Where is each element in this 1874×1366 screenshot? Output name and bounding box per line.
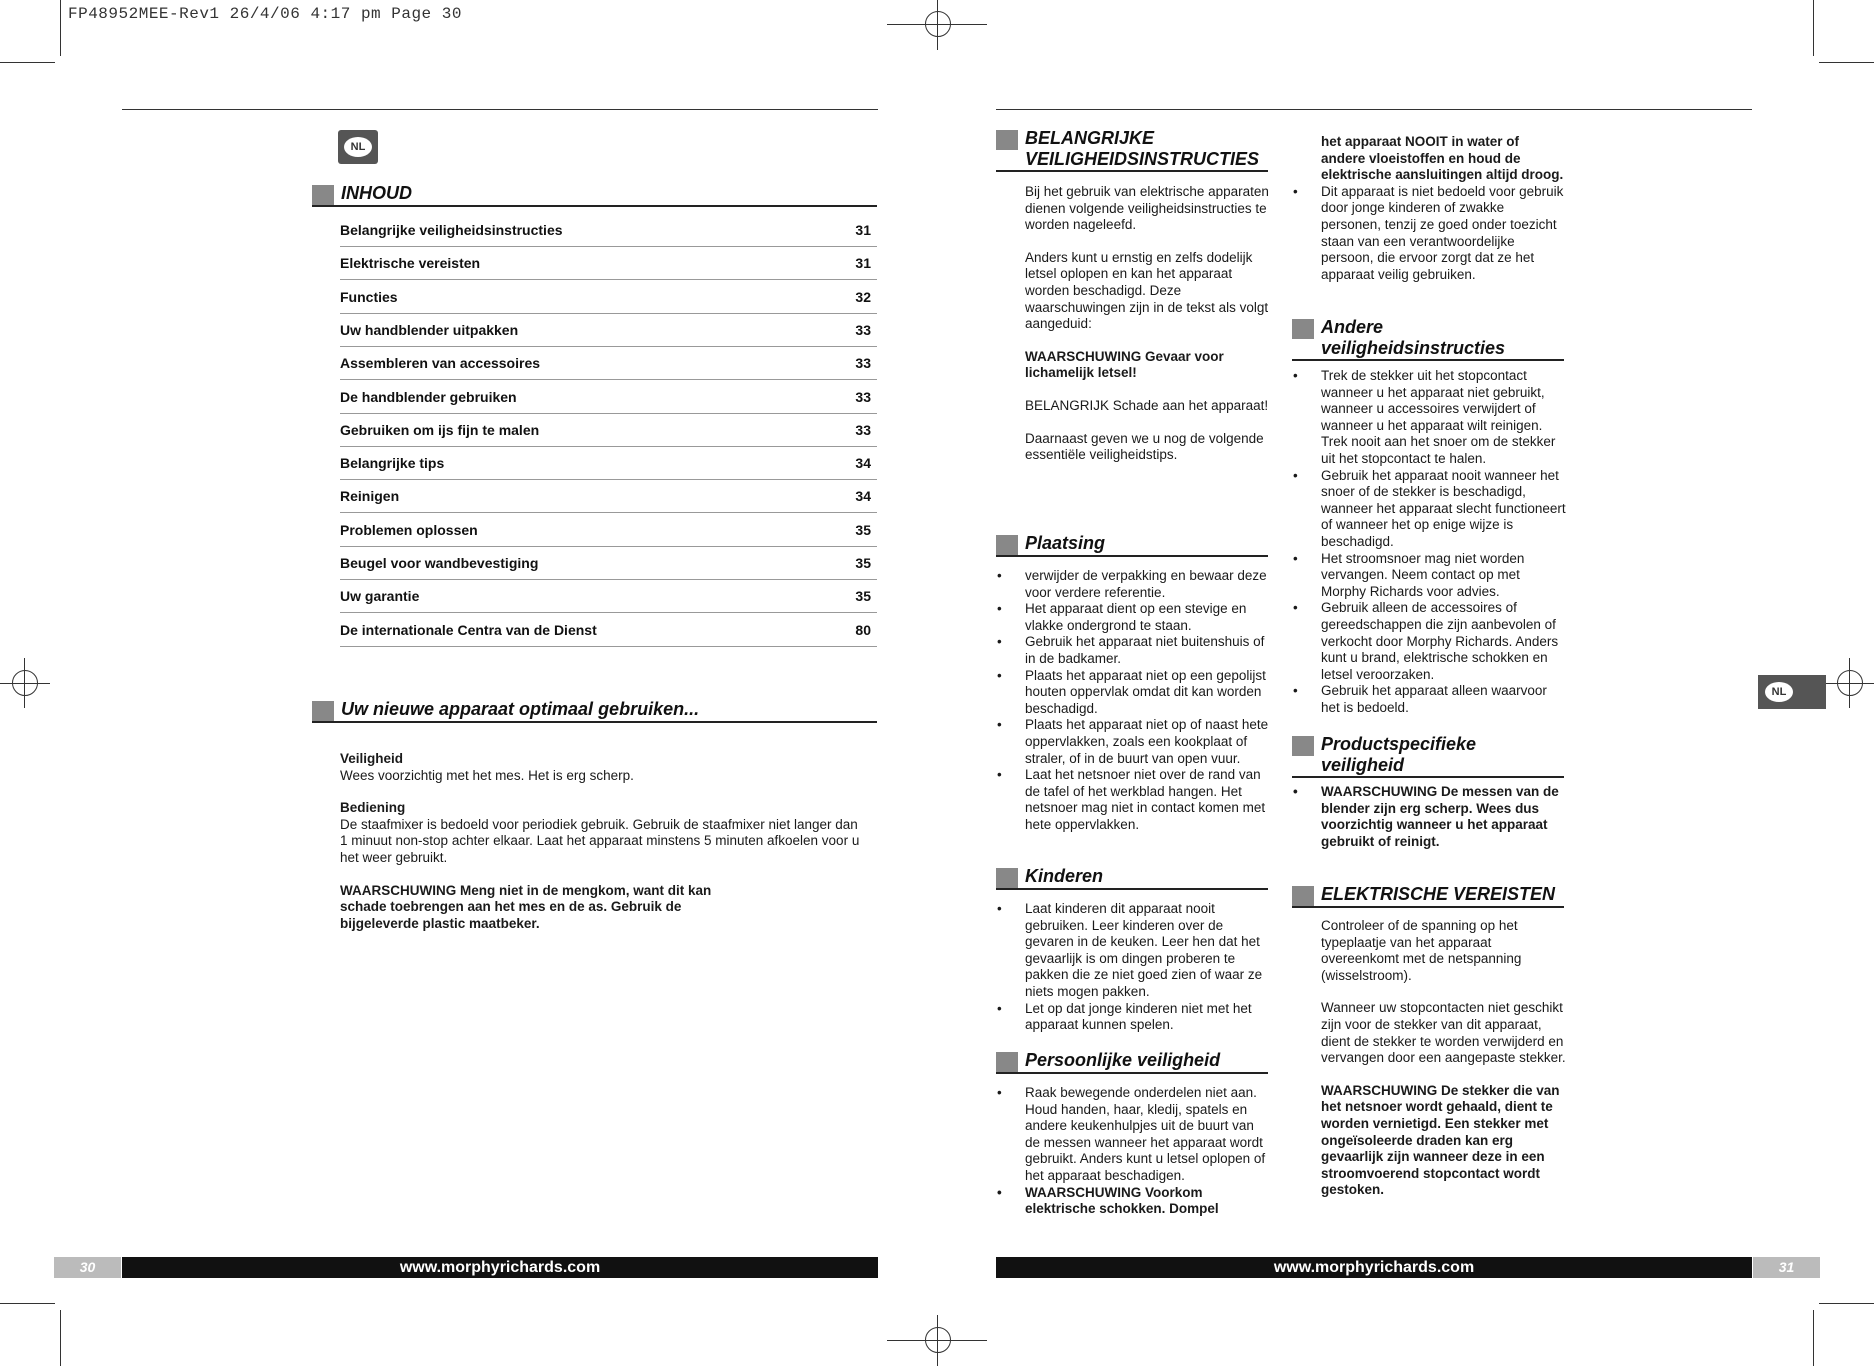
registration-crosshair [1849, 658, 1850, 708]
language-side-tab-label: NL [1765, 682, 1793, 702]
product-title: Productspecifieke veiligheid [1321, 734, 1477, 775]
toc-row [340, 546, 877, 580]
toc-row [340, 579, 877, 613]
toc-entry-label: Elektrische vereisten [340, 255, 481, 272]
toc-row [340, 413, 877, 447]
list-item: • Plaats het apparaat niet op of naast hete oppervlakken, zoals een kookplaat of straler, of in de buurt van open vuur. [1025, 717, 1270, 767]
safety-text: Wees voorzichtig met het mes. Het is erg scherp. [340, 767, 634, 783]
children-title: Kinderen [1025, 866, 1104, 886]
toc-entry-page: 33 [855, 321, 871, 338]
header-rule [996, 109, 1752, 110]
product-heading [1292, 734, 1564, 778]
children-list [1025, 901, 1270, 1034]
crop-mark [1813, 0, 1814, 56]
intro-paragraph: Bij het gebruik van elektrische apparaten dienen volgende veiligheidsinstructies te worden nageleefd. [1025, 184, 1269, 233]
list-item: • Laat kinderen dit apparaat nooit gebruiken. Leer kinderen over de gevaren in de keuken. Leer hen dat het gevaarlijk is om dingen proberen te pakken die ze niet goed zien of waar ze niets mogen pakken. [1025, 901, 1270, 1001]
header-rule [122, 109, 878, 110]
safety-label: Veiligheid [340, 751, 404, 766]
toc-entry-page: 33 [855, 355, 871, 372]
personal-title: Persoonlijke veiligheid [1025, 1050, 1221, 1070]
heading-square-icon [1292, 319, 1314, 339]
toc-entry-label: Beugel voor wandbevestiging [340, 555, 539, 571]
toc-entry-label: Functies [340, 288, 398, 305]
important-definition: BELANGRIJK Schade aan het apparaat! [1025, 397, 1269, 413]
heading-square-icon [996, 130, 1018, 150]
safety-title: BELANGRIJKE VEILIGHEIDSINSTRUCTIES [1025, 128, 1260, 169]
language-side-tab [1758, 675, 1826, 709]
toc-entry-label: Reinigen [340, 488, 400, 505]
toc-row [340, 613, 877, 647]
personal-heading [996, 1050, 1268, 1074]
crop-mark [1819, 1303, 1874, 1304]
toc-entry-page: 35 [855, 521, 871, 538]
list-item: • Plaats het apparaat niet op een gepolijst houten oppervlak omdat dit kan worden beschadigd. [1025, 668, 1270, 718]
list-item: • Gebruik het apparaat alleen waarvoor het is bedoeld. [1321, 683, 1566, 716]
toc-entry-label: De handblender gebruiken [340, 388, 517, 405]
toc-entry-page: 33 [855, 421, 871, 438]
toc-row [340, 380, 877, 414]
list-item: • Het stroomsnoer mag niet worden vervangen. Neem contact op met Morphy Richards voor advies. [1321, 551, 1566, 601]
toc-entry-label: Uw handblender uitpakken [340, 321, 519, 338]
use-heading [312, 699, 877, 723]
toc-title: INHOUD [341, 183, 412, 203]
list-item: • WAARSCHUWING De messen van de blender zijn erg scherp. Wees dus voorzichtig wanneer u het apparaat gebruikt of reinigt. [1321, 784, 1566, 850]
toc-entry-page: 33 [855, 388, 871, 405]
personal-list [1025, 1085, 1270, 1218]
toc-entry-page: 31 [855, 222, 871, 238]
toc-entry-page: 31 [855, 255, 871, 272]
toc-entry-page: 32 [855, 288, 871, 305]
list-item: • Let op dat jonge kinderen niet met het apparaat kunnen spelen. [1025, 1001, 1270, 1034]
operation-text: De staafmixer is bedoeld voor periodiek gebruik. Gebruik de staafmixer niet langer dan 1 minuut non-stop achter elkaar. Laat het apparaat minstens 5 minuten afkoelen voor u het weer gebruikt. [340, 816, 860, 865]
electric-paragraph: Wanneer uw stopcontacten niet geschikt zijn voor de stekker van dit apparaat, dient de stekker te worden verwijderd en vervangen door een aangepaste stekker. [1321, 1000, 1566, 1066]
children-heading [996, 866, 1268, 890]
language-badge [338, 130, 378, 164]
list-item: • Laat het netsnoer niet over de rand van de tafel of het werkblad hangen. Het netsnoer mag niet in contact komen met hete oppervlakken. [1025, 767, 1270, 833]
use-title: Uw nieuwe apparaat optimaal gebruiken... [341, 699, 700, 719]
operation-label: Bediening [340, 800, 406, 816]
page-number: 31 [1753, 1257, 1820, 1278]
safety-intro [1025, 184, 1270, 480]
heading-square-icon [996, 1052, 1018, 1072]
heading-square-icon [1292, 736, 1314, 756]
toc-row [340, 280, 877, 314]
toc-entry-label: Uw garantie [340, 588, 420, 605]
toc-entry-label: Problemen oplossen [340, 521, 478, 538]
crop-mark [1813, 1310, 1814, 1366]
registration-crosshair [24, 658, 25, 708]
electric-heading [1292, 884, 1564, 908]
list-item: • Gebruik het apparaat niet buitenshuis of in de badkamer. [1025, 634, 1270, 667]
electric-title: ELEKTRISCHE VEREISTEN [1321, 884, 1556, 904]
list-item: • WAARSCHUWING Voorkom elektrische schokken. Dompel [1025, 1185, 1270, 1218]
crop-mark [0, 62, 55, 63]
toc-row [340, 479, 877, 513]
intro-paragraph: Daarnaast geven we u nog de volgende essentiële veiligheidstips. [1025, 430, 1264, 463]
print-slug: FP48952MEE-Rev1 26/4/06 4:17 pm Page 30 [68, 5, 462, 23]
list-item: • Gebruik alleen de accessoires of gereedschappen die zijn aanbevolen of verkocht door Morphy Richards. Anders kunt u brand, elektrische schokken en letsel veroorzaken. [1321, 600, 1566, 683]
heading-square-icon [312, 701, 334, 721]
other-heading [1292, 317, 1564, 361]
toc-entry-label: Gebruiken om ijs fijn te malen [340, 421, 540, 438]
list-item: • verwijder de verpakking en bewaar deze voor verdere referentie. [1025, 568, 1270, 601]
toc-row [340, 313, 877, 347]
list-item: • Trek de stekker uit het stopcontact wanneer u het apparaat niet gebruikt, wanneer u accessoires verwijdert of wanneer u het apparaat wilt reinigen. Trek nooit aan het snoer om de stekker uit het stopcontact te halen. [1321, 368, 1566, 468]
list-item: • Raak bewegende onderdelen niet aan. Houd handen, haar, kledij, spatels en andere keukenhulpjes uit de buurt van de messen wanneer het apparaat wordt gebruikt. Anders kunt u letsel oplopen of het apparaat beschadigen. [1025, 1085, 1270, 1185]
crop-mark [0, 1303, 55, 1304]
electric-warning: WAARSCHUWING De stekker die van het netsnoer wordt gehaald, dient te worden vernietigd. Een stekker met ongeïsoleerde draden kan erg gevaarlijk zijn wanneer deze in een stroomvoerend stopcontact wordt gestoken. [1321, 1082, 1560, 1198]
toc-row [340, 213, 877, 247]
heading-square-icon [996, 535, 1018, 555]
toc-row [340, 346, 877, 380]
electric-paragraph: Controleer of de spanning op het typeplaatje van het apparaat overeenkomt met de netspanning (wisselstroom). [1321, 918, 1522, 983]
crop-mark [1819, 62, 1874, 63]
intro-paragraph: Anders kunt u ernstig en zelfs dodelijk letsel oplopen en kan het apparaat worden beschadigd. Deze waarschuwingen zijn in de tekst als volgt aangeduid: [1025, 249, 1269, 332]
toc-row [340, 246, 877, 280]
placement-list [1025, 568, 1270, 834]
list-item: • Dit apparaat is niet bedoeld voor gebruik door jonge kinderen of zwakke personen, tenzij ze goed onder toezicht staan van een verantwoordelijke persoon, die ervoor zorgt dat ze het apparaat veilig gebruiken. [1321, 184, 1566, 284]
list-item: • Gebruik het apparaat nooit wanneer het snoer of de stekker is beschadigd, wanneer het apparaat slecht functioneert of wanneer het op enige wijze is beschadigd. [1321, 468, 1566, 551]
heading-square-icon [1292, 886, 1314, 906]
heading-square-icon [996, 868, 1018, 888]
toc-entry-page: 80 [855, 621, 871, 638]
other-list [1321, 368, 1566, 716]
toc-heading [312, 183, 877, 207]
toc-entry-page: 35 [855, 555, 871, 571]
registration-crosshair [0, 683, 50, 684]
toc-entry-label: Belangrijke veiligheidsinstructies [340, 222, 563, 238]
toc-entry-page: 34 [855, 455, 871, 472]
crop-mark [60, 1310, 61, 1366]
continued-warning: het apparaat NOOIT in water of andere vloeistoffen en houd de elektrische aansluitingen altijd droog. [1321, 134, 1564, 183]
placement-title: Plaatsing [1025, 533, 1106, 553]
product-list [1321, 784, 1566, 850]
toc-entry-label: Belangrijke tips [340, 455, 445, 472]
toc-entry-label: Assembleren van accessoires [340, 355, 541, 372]
toc-entry-label: De internationale Centra van de Dienst [340, 621, 597, 638]
electric-body [1321, 918, 1566, 1199]
registration-crosshair [937, 1315, 938, 1366]
list-item: • Het apparaat dient op een stevige en vlakke ondergrond te staan. [1025, 601, 1270, 634]
continued-text [1321, 134, 1566, 283]
page-number: 30 [54, 1257, 121, 1278]
toc-entry-page: 34 [855, 488, 871, 505]
crop-mark [60, 0, 61, 56]
registration-crosshair [937, 0, 938, 50]
toc-row [340, 446, 877, 480]
safety-heading [996, 128, 1268, 172]
footer-url: www.morphyrichards.com [122, 1257, 878, 1278]
footer-url: www.morphyrichards.com [996, 1257, 1752, 1278]
other-title: Andere veiligheidsinstructies [1321, 317, 1506, 358]
warning-definition: WAARSCHUWING Gevaar voor lichamelijk letsel! [1025, 348, 1224, 381]
heading-square-icon [312, 185, 334, 205]
toc-entry-page: 35 [855, 588, 871, 605]
warning-text: WAARSCHUWING Meng niet in de mengkom, want dit kan schade toebrengen aan het mes en de as. Gebruik de bijgeleverde plastic maatbeker. [340, 882, 712, 931]
toc-row [340, 513, 877, 547]
placement-heading [996, 533, 1268, 557]
language-badge-label: NL [344, 137, 372, 157]
use-body [340, 751, 860, 932]
